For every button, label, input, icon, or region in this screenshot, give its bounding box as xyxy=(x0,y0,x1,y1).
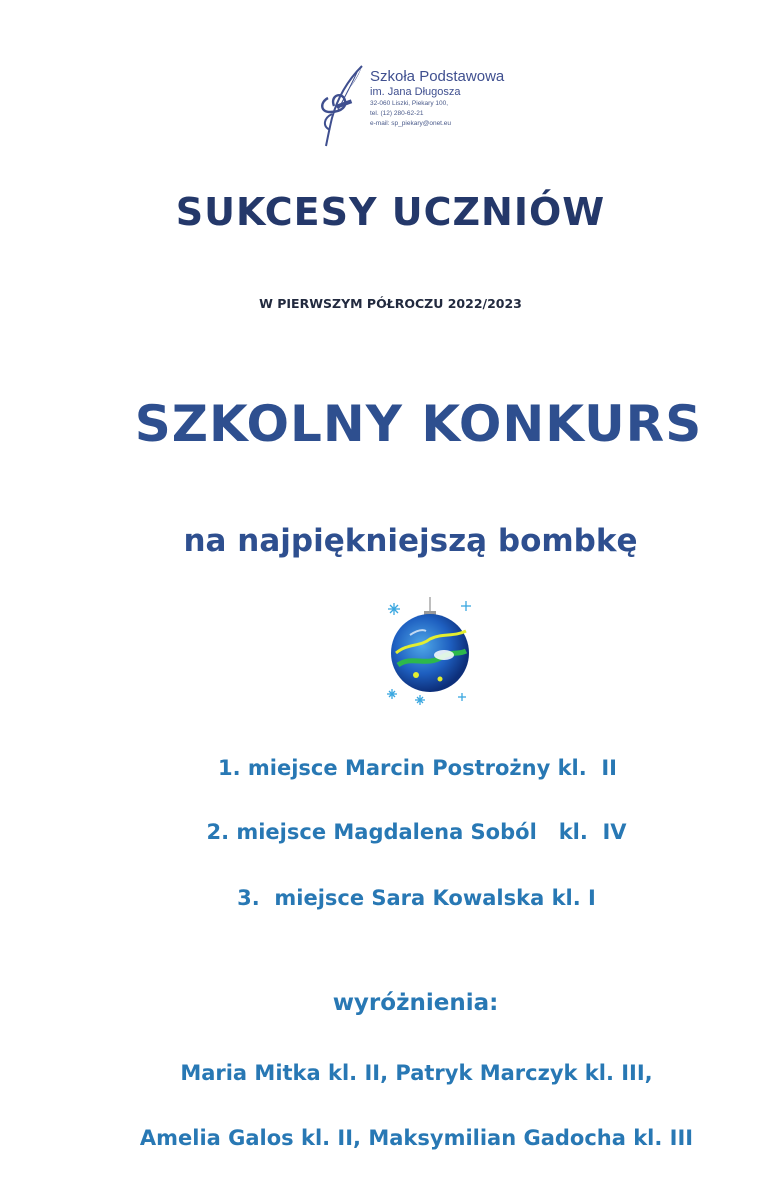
school-email: e-mail: sp_piekary@onet.eu xyxy=(370,120,452,127)
contest-subtitle: na najpiękniejszą bombkę xyxy=(183,523,638,559)
christmas-bauble-icon xyxy=(386,595,474,707)
distinctions-line: Maria Mitka kl. II, Patryk Marczyk kl. III, xyxy=(180,1061,653,1085)
distinctions-heading: wyróżnienia: xyxy=(332,990,499,1016)
logo-text xyxy=(370,68,504,129)
page-subtitle: W PIERWSZYM PÓŁROCZU 2022/2023 xyxy=(259,296,522,311)
distinctions-line: Amelia Galos kl. II, Maksymilian Gadocha kl. III xyxy=(139,1126,694,1150)
school-phone: tel. (12) 280-62-21 xyxy=(370,110,424,117)
contest-title: SZKOLNY KONKURS xyxy=(134,395,703,453)
school-address: 32-060 Liszki, Piekary 100, xyxy=(370,100,449,107)
quill-pen-icon xyxy=(318,62,368,150)
third-place: 3. miejsce Sara Kowalska kl. I xyxy=(237,886,596,910)
school-name: Szkoła Podstawowa xyxy=(370,68,505,85)
first-place: 1. miejsce Marcin Postrożny kl. II xyxy=(218,756,617,780)
school-patron: im. Jana Długosza xyxy=(370,86,461,98)
page-title: SUKCESY UCZNIÓW xyxy=(175,190,606,234)
second-place: 2. miejsce Magdalena Soból kl. IV xyxy=(206,820,627,844)
school-logo xyxy=(318,62,538,152)
